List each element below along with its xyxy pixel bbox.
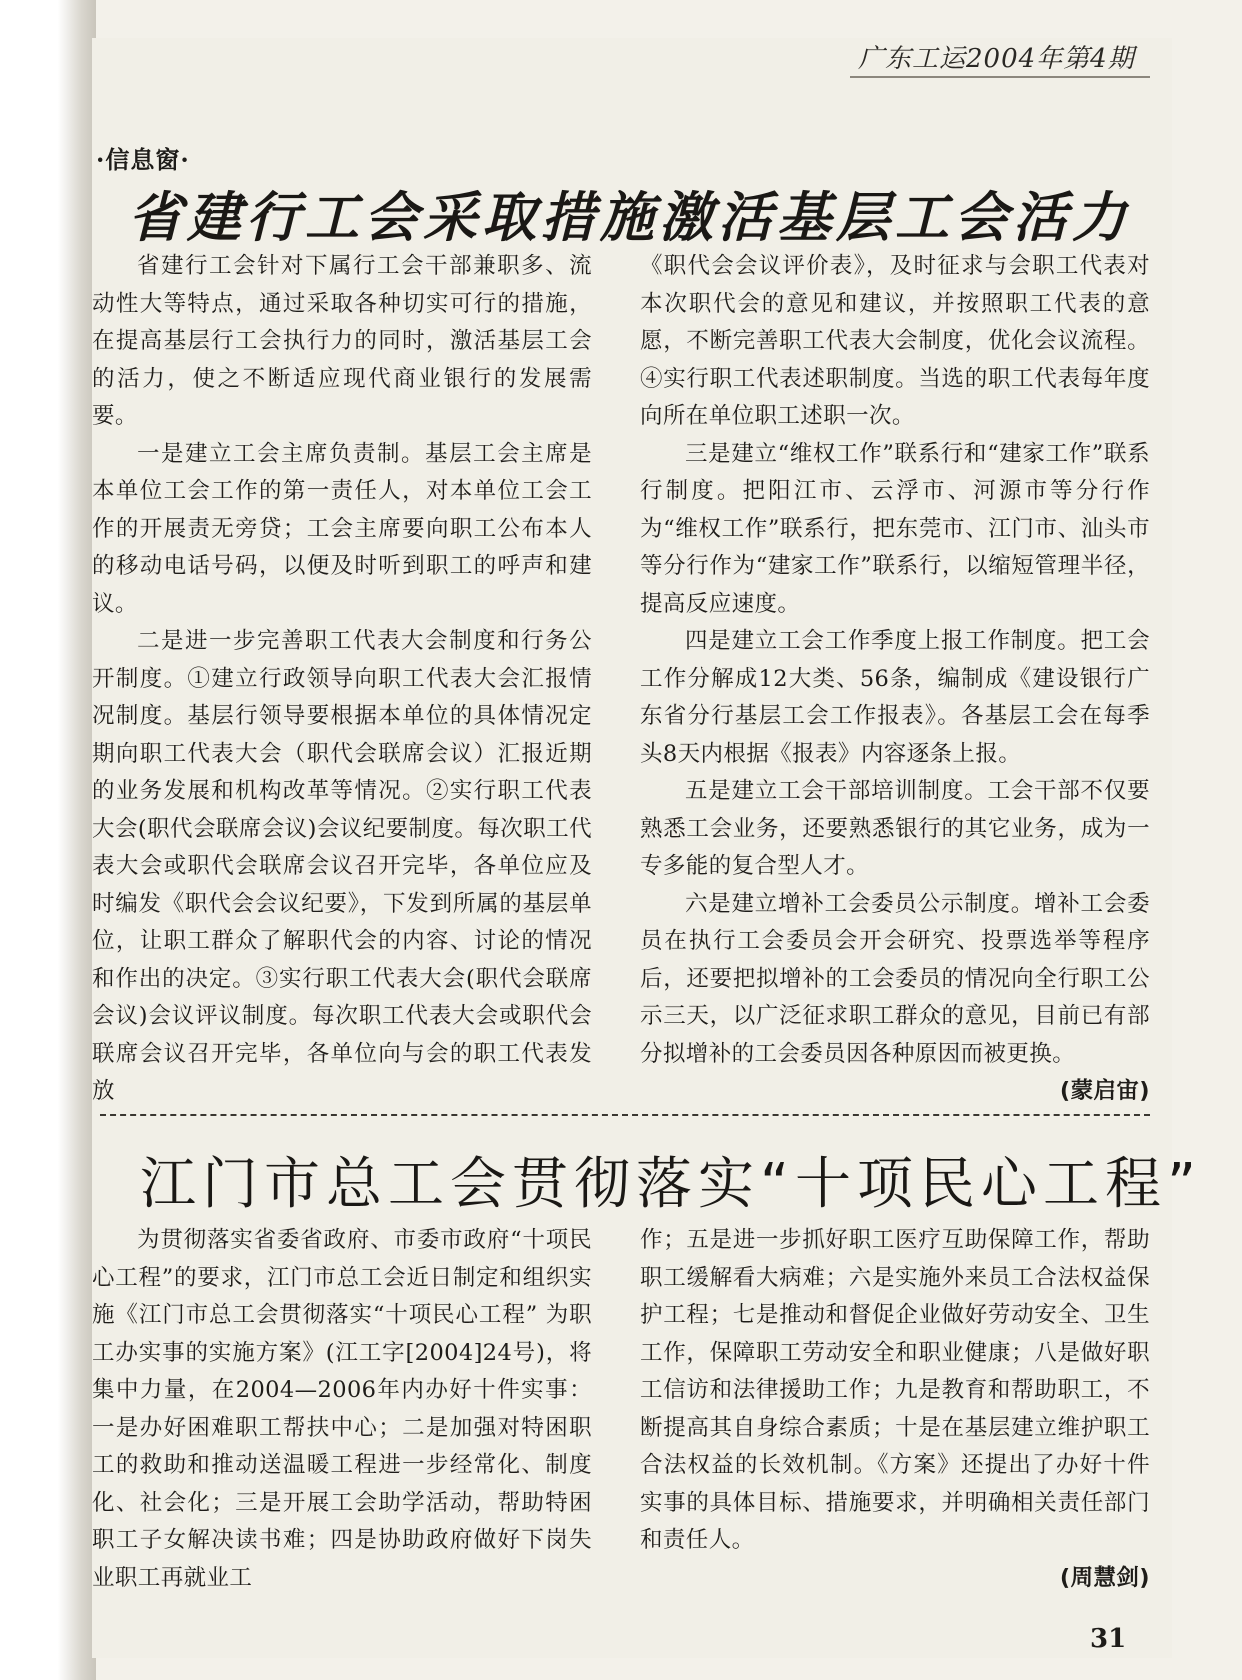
article2-author-line (640, 1560, 1150, 1598)
article-divider (100, 1114, 1150, 1116)
article1-paragraph: 一是建立工会主席负责制。基层工会主席是本单位工会工作的第一责任人，对本单位工会工作的开展责无旁贷；工会主席要向职工公布本人的移动电话号码，以便及时听到职工的呼声和建议。 (92, 440, 592, 617)
article1-title: 省建行工会采取措施激活基层工会活力 (128, 185, 1131, 249)
header-rule (850, 76, 1150, 78)
scan-edge-shadow (0, 0, 96, 1680)
article1-left-column (92, 248, 592, 1104)
article2-right-column (640, 1222, 1150, 1591)
article1-right-column (640, 248, 1150, 1104)
section-tag: ·信息窗· (96, 145, 190, 174)
article2-author: (周慧剑) (1059, 1564, 1150, 1591)
article1-paragraph: 三是建立“维权工作”联系行和“建家工作”联系行制度。把阳江市、云浮市、河源市等分行作为“维权工作”联系行，把东莞市、江门市、汕头市等分行作为“建家工作”联系行，以缩短管理半径，提高反应速度。 (640, 440, 1150, 617)
article1-paragraph: 六是建立增补工会委员公示制度。增补工会委员在执行工会委员会开会研究、投票选举等程序后，还要把拟增补的工会委员的情况向全行职工公示三天，以广泛征求职工群众的意见，目前已有部分拟增补的工会委员因各种原因而被更换。 (640, 890, 1150, 1067)
article2-left-column (92, 1222, 592, 1591)
page-number: 31 (1090, 1624, 1127, 1654)
article1-continuation: 《职代会会议评价表》，及时征求与会职工代表对本次职代会的意见和建议，并按照职工代表的意愿，不断完善职工代表大会制度，优化会议流程。④实行职工代表述职制度。当选的职工代表每年度向所在单位职工述职一次。 (640, 253, 1150, 429)
article1-author-line (640, 1073, 1150, 1111)
article1-paragraph: 省建行工会针对下属行工会干部兼职多、流动性大等特点，通过采取各种切实可行的措施，在提高基层行工会执行力的同时，激活基层工会的活力，使之不断适应现代商业银行的发展需要。 (92, 253, 592, 429)
article1-paragraph: 四是建立工会工作季度上报工作制度。把工会工作分解成12大类、56条，编制成《建设银行广东省分行基层工会工作报表》。各基层工会在每季头8天内根据《报表》内容逐条上报。 (640, 628, 1150, 767)
article1-paragraph: 二是进一步完善职工代表大会制度和行务公开制度。①建立行政领导向职工代表大会汇报情况制度。基层行领导要根据本单位的具体情况定期向职工代表大会（职代会联席会议）汇报近期的业务发展和机构改革等情况。②实行职工代表大会(职代会联席会议)会议纪要制度。每次职工代表大会或职代会联席会议召开完毕，各单位应及时编发《职代会会议纪要》，下发到所属的基层单位，让职工群众了解职代会的内容、讨论的情况和作出的决定。③实行职工代表大会(职代会联席会议)会议评议制度。每次职工代表大会或职代会联席会议召开完毕，各单位向与会的职工代表发放 (92, 628, 592, 1104)
article1-author: (蒙启宙) (1059, 1078, 1150, 1104)
article2-title: 江门市总工会贯彻落实“十项民心工程” (140, 1152, 1203, 1217)
article2-paragraph: 为贯彻落实省委省政府、市委市政府“十项民心工程”的要求，江门市总工会近日制定和组织实施《江门市总工会贯彻落实“十项民心工程” 为职工办实事的实施方案》(江工字[2004]24号)，将集中力量，在2004—2006年内办好十件实事：一是办好困难职工帮扶中心；二是加强对特困职工的救助和推动送温暖工程进一步经常化、制度化、社会化；三是开展工会助学活动，帮助特困职工子女解决读书难；四是协助政府做好下岗失业职工再就业工 (92, 1227, 592, 1591)
article1-paragraph: 五是建立工会干部培训制度。工会干部不仅要熟悉工会业务，还要熟悉银行的其它业务，成为一专多能的复合型人才。 (640, 778, 1150, 879)
journal-header: 广东工运2004年第4期 (858, 44, 1135, 74)
article2-continuation: 作；五是进一步抓好职工医疗互助保障工作，帮助职工缓解看大病难；六是实施外来员工合法权益保护工程；七是推动和督促企业做好劳动安全、卫生工作，保障职工劳动安全和职业健康；八是做好职工信访和法律援助工作；九是教育和帮助职工，不断提高其自身综合素质；十是在基层建立维护职工合法权益的长效机制。《方案》还提出了办好十件实事的具体目标、措施要求，并明确相关责任部门和责任人。 (640, 1227, 1150, 1553)
